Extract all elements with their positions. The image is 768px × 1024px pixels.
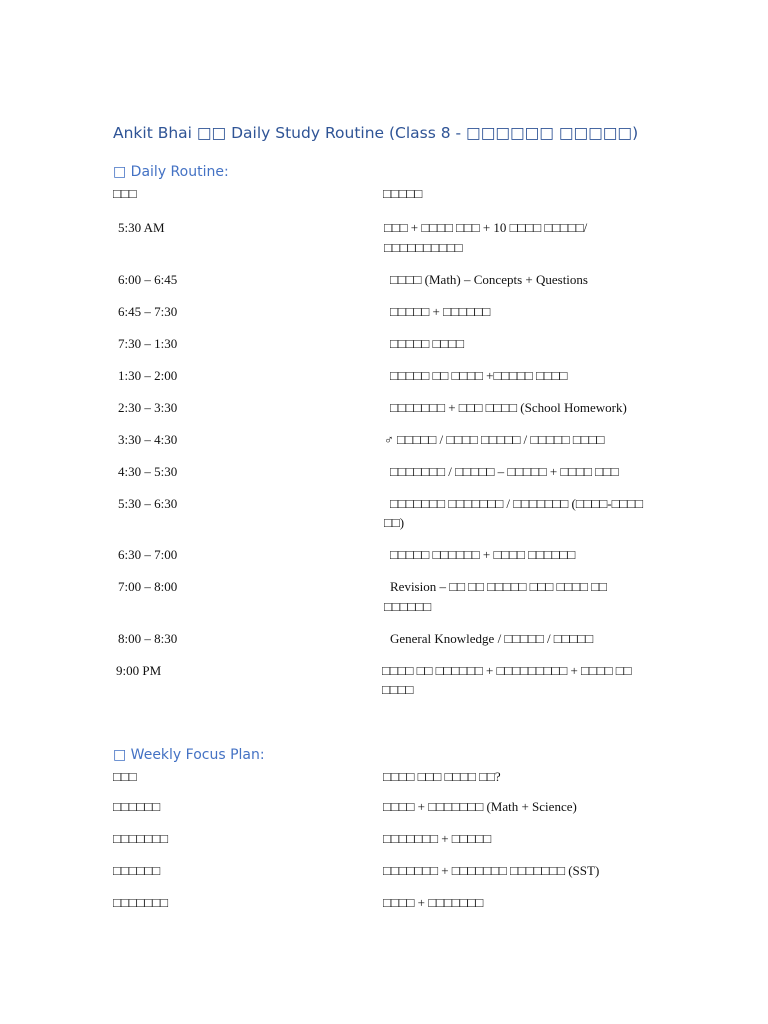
activity-cell: □□□□ □□ □□□□□□ + □□□□□□□□□ + □□□□ □□ □□□□ [382, 662, 632, 697]
activity-cell: □□□□□□□ / □□□□□ – □□□□□ + □□□□ □□□ [390, 463, 619, 479]
time-column-header: □□□ [113, 186, 137, 201]
focus-cell: □□□□ + □□□□□□□ [383, 895, 484, 910]
table-row [0, 829, 768, 861]
time-cell: 8:00 – 8:30 [118, 630, 178, 646]
activity-cell: ♂ □□□□□ / □□□□ □□□□□ / □□□□□ □□□□ [384, 431, 605, 447]
focus-cell: □□□□□□□ + □□□□□□□ □□□□□□□ (SST) [383, 863, 600, 878]
time-cell: 6:00 – 6:45 [118, 271, 178, 287]
focus-cell: □□□□ + □□□□□□□ (Math + Science) [383, 799, 577, 814]
table-row [0, 265, 768, 297]
focus-cell: □□□□□□□ + □□□□□ [383, 831, 492, 846]
day-cell: □□□□□□□ [113, 831, 168, 846]
time-cell: 3:30 – 4:30 [118, 431, 178, 447]
weekly-focus-table [0, 797, 768, 925]
day-cell: □□□□□□ [113, 863, 161, 878]
table-row [0, 797, 768, 829]
time-cell: 1:30 – 2:00 [118, 367, 178, 383]
time-cell: 2:30 – 3:30 [118, 399, 178, 415]
document-title: Ankit Bhai □□ Daily Study Routine (Class 8 - □□□□□□ □□□□□) [113, 124, 639, 142]
activity-cell: □□□ + □□□□ □□□ + 10 □□□□ □□□□□/□□□□□□□□□□ [384, 220, 588, 255]
activity-cell: □□□□□ + □□□□□□ [390, 303, 491, 319]
weekly-focus-heading: □ Weekly Focus Plan: [113, 747, 265, 763]
activity-cell: □□□□□ □□□□□□ + □□□□ □□□□□□ [390, 547, 576, 562]
table-row [0, 624, 768, 656]
table-row [0, 656, 768, 708]
table-row [0, 361, 768, 393]
daily-routine-header [0, 186, 768, 204]
activity-cell: Revision – □□ □□ □□□□□ □□□ □□□□ □□ □□□□□□ [384, 579, 607, 614]
time-cell: 6:45 – 7:30 [118, 303, 178, 319]
time-cell: 5:30 AM [118, 220, 165, 235]
activity-cell: □□□□ (Math) – Concepts + Questions [390, 271, 588, 287]
time-cell: 4:30 – 5:30 [118, 463, 178, 479]
focus-column-header: □□□□ □□□ □□□□ □□? [383, 769, 501, 784]
table-row [0, 213, 768, 265]
table-row [0, 393, 768, 425]
activity-cell: General Knowledge / □□□□□ / □□□□□ [390, 630, 594, 646]
time-cell: 9:00 PM [116, 662, 162, 678]
weekly-focus-header [0, 769, 768, 787]
time-cell: 7:30 – 1:30 [118, 335, 178, 351]
day-cell: □□□□□□ [113, 799, 161, 814]
time-cell: 6:30 – 7:00 [118, 547, 178, 562]
table-row [0, 297, 768, 329]
activity-cell: □□□□□ □□ □□□□ +□□□□□ □□□□ [390, 367, 568, 383]
table-row [0, 572, 768, 624]
day-column-header: □□□ [113, 769, 137, 784]
daily-routine-heading: □ Daily Routine: [113, 164, 229, 180]
activity-column-header: □□□□□ [383, 186, 423, 201]
table-row [0, 861, 768, 893]
time-cell: 7:00 – 8:00 [118, 579, 178, 594]
table-row [0, 425, 768, 457]
activity-cell: □□□□□□□ □□□□□□□ / □□□□□□□ (□□□□-□□□□ □□) [384, 495, 643, 530]
activity-cell: □□□□□□□ + □□□ □□□□ (School Homework) [390, 399, 627, 415]
time-cell: 5:30 – 6:30 [118, 495, 178, 511]
table-row [0, 489, 768, 541]
table-row [0, 540, 768, 572]
table-row [0, 329, 768, 361]
table-row [0, 457, 768, 489]
daily-routine-table [0, 213, 768, 707]
day-cell: □□□□□□□ [113, 895, 168, 910]
activity-cell: □□□□□ □□□□ [390, 335, 464, 351]
table-row [0, 893, 768, 925]
